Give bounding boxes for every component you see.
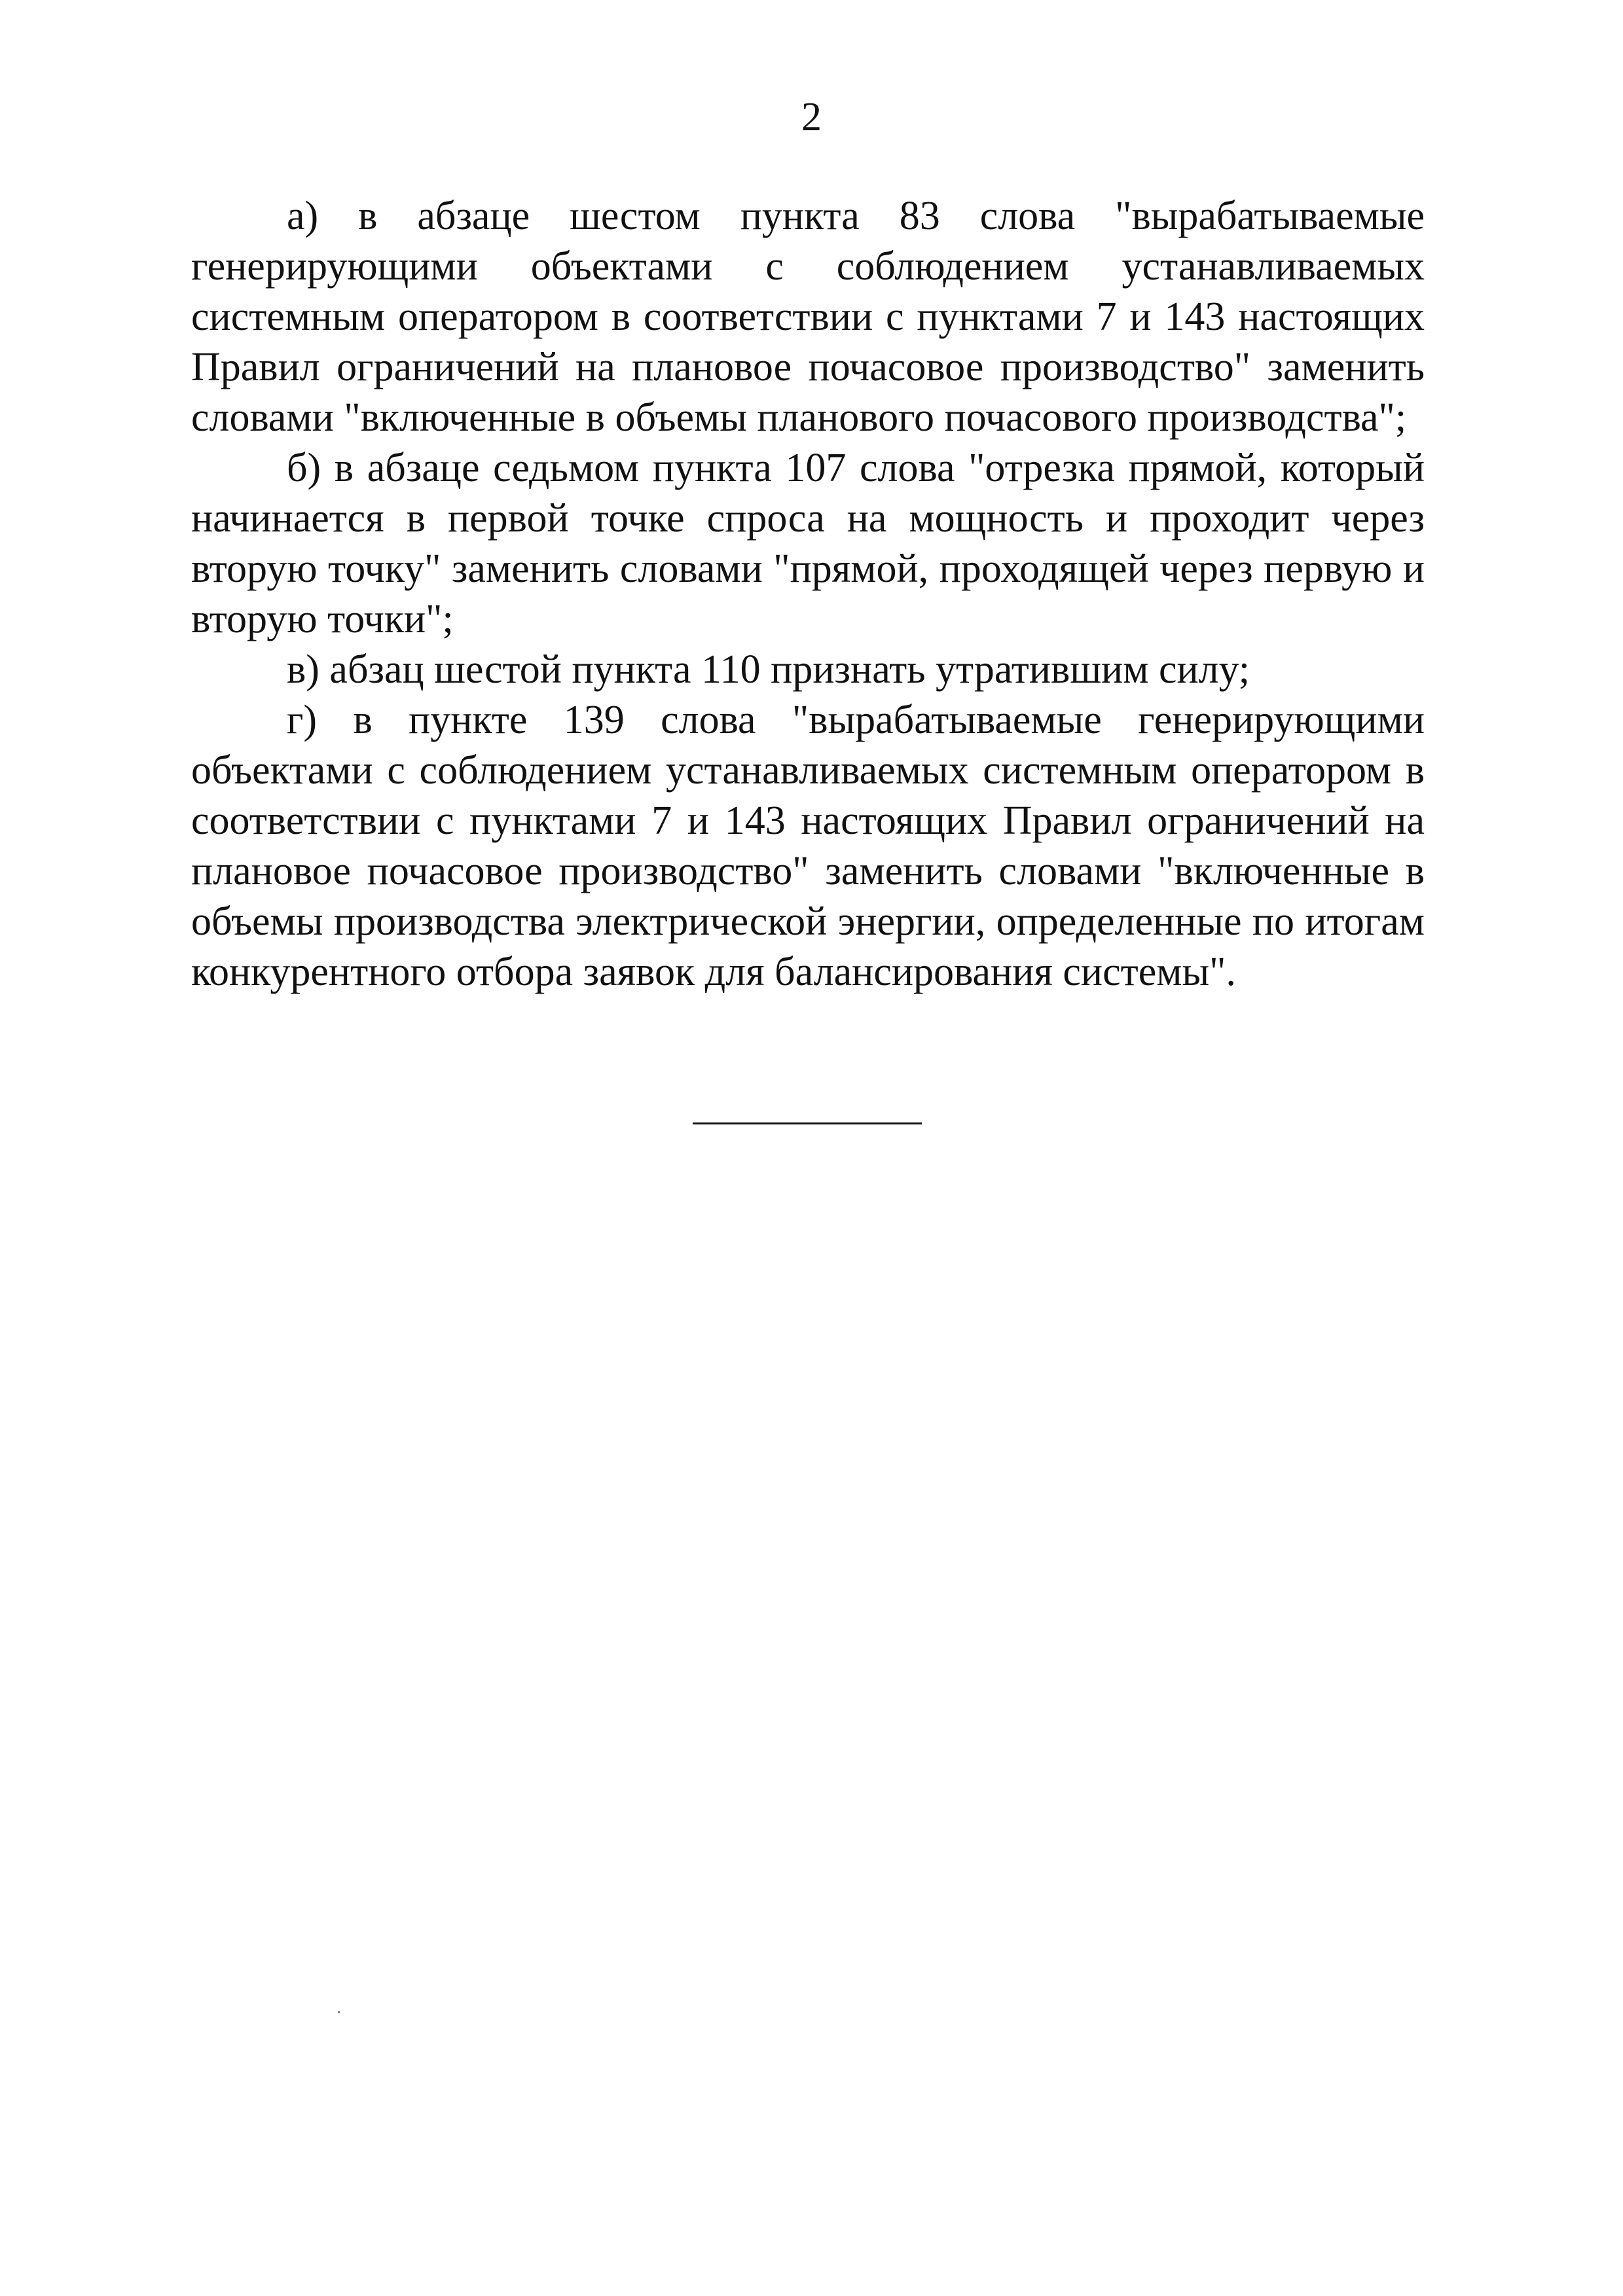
paragraph-g: г) в пункте 139 слова "вырабатываемые генерирующими объектами с соблюдением устанавливаемых системным оператором в соответствии с пунктами 7 и 143 настоящих Правил ограничений на плановое почасовое производство" заменить словами "включенные в объемы производства электрической энергии, определенные по итогам конкурентного отбора заявок для балансирования системы".	[191, 698, 1425, 994]
page-number: 2	[801, 95, 822, 139]
paragraph-a: а) в абзаце шестом пункта 83 слова "вырабатываемые генерирующими объектами с соблюдением устанавливаемых системным оператором в соответствии с пунктами 7 и 143 настоящих Правил ограничений на плановое почасовое производство" заменить словами "включенные в объемы планового почасового производства";	[191, 194, 1425, 440]
paragraph-b: б) в абзаце седьмом пункта 107 слова "отрезка прямой, который начинается в первой точке спроса на мощность и проходит через вторую точку" заменить словами "прямой, проходящей через первую и вторую точки";	[191, 446, 1425, 641]
end-separator-line	[693, 1122, 922, 1124]
paragraph-v: в) абзац шестой пункта 110 признать утратившим силу;	[287, 647, 1250, 692]
document-body	[191, 191, 1425, 997]
scan-speck	[338, 2011, 340, 2013]
